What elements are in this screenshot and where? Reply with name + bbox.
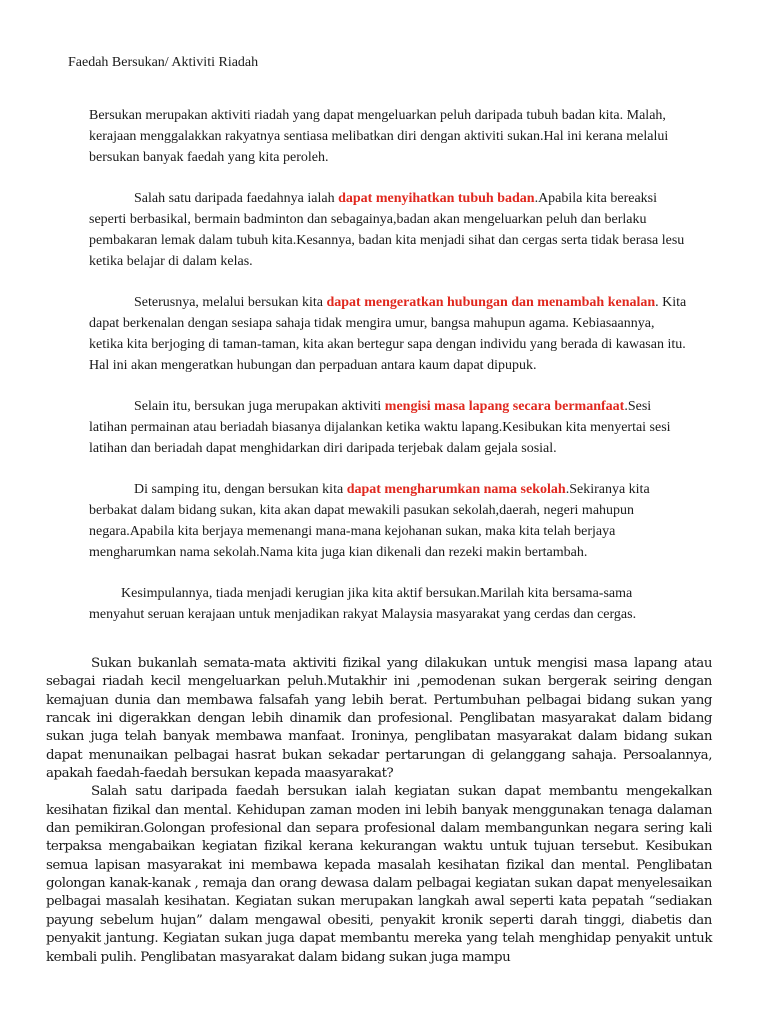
document-title: Faedah Bersukan/ Aktiviti Riadah (68, 55, 259, 70)
highlight-free-time: mengisi masa lapang secara bermanfaat (384, 399, 625, 415)
paragraph-health: Salah satu daripada faedahnya ialah dapat menyihatkan tubuh badan.Apabila kita bereaksi seperti berbasikal, bermain badminton dan sebagainya,badan akan mengeluarkan peluh dan berlaku pembakaran lemak dalam tubuh kita.Kesannya, badan kita menjadi sihat dan cergas serta tidak berasa lesu ketika belajar di dalam kelas. (89, 191, 685, 269)
section2-paragraph-1: Sukan bukanlah semata-mata aktiviti fizikal yang dilakukan untuk mengisi masa lapang atau sebagai riadah kecil mengeluarkan peluh.Mutakhir ini ,pemodenan sukan bergerak seiring dengan kemajuan dunia dan membawa falsafah yang lebih berat. Pertumbuhan pelbagai bidang sukan yang rancak ini digerakkan dengan lebih dinamik dan profesional. Penglibatan masyarakat dalam bidang sukan juga telah banyak membawa manfaat. Ironinya, penglibatan masyarakat dalam bidang sukan dapat menunaikan pelbagai hasrat bukan sekadar pertarungan di gelanggang sahaja. Persoalannya, apakah faedah-faedah bersukan kepada maasyarakat? (46, 656, 712, 782)
highlight-relationship: dapat mengeratkan hubungan dan menambah kenalan (326, 295, 656, 311)
highlight-school-name: dapat mengharumkan nama sekolah (346, 482, 566, 498)
section2-paragraph-2: Salah satu daripada faedah bersukan ialah kegiatan sukan dapat membantu mengekalkan kesihatan fizikal dan mental. Kehidupan zaman moden ini lebih banyak menggunakan tenaga dalaman dan pemikiran.Golongan profesional dan separa profesional dalam membangunkan negara sering kali terpaksa mengabaikan kegiatan fizikal kerana kekurangan waktu untuk tujuan tersebut. Kesibukan semua lapisan masyarakat ini membawa kepada masalah kesihatan fizikal dan mental. Penglibatan golongan kanak-kanak , remaja dan orang dewasa dalam pelbagai kegiatan sukan dapat menyelesaikan pelbagai masalah kesihatan. Kegiatan sukan merupakan langkah awal seperti kata pepatah “sediakan payung sebelum hujan” dalam mengawal obesiti, penyakit kronik seperti darah tinggi, diabetis dan penyakit jantung. Kegiatan sukan juga dapat membantu mereka yang telah menghidap penyakit untuk kembali pulih. Penglibatan masyarakat dalam bidang sukan juga mampu (46, 784, 712, 965)
essay-section-1 (89, 106, 689, 626)
paragraph-relationship: Seterusnya, melalui bersukan kita dapat mengeratkan hubungan dan menambah kenalan. Kita dapat berkenalan dengan sesiapa sahaja tidak mengira umur, bangsa mahupun agama. Kebiasaannya, ketika kita berjoging di taman-taman, kita akan bertegur sapa dengan individu yang berada di kawasan itu. Hal ini akan mengeratkan hubungan dan perpaduan antara kaum dapat dipupuk. (89, 295, 687, 373)
paragraph-free-time: Selain itu, bersukan juga merupakan aktiviti mengisi masa lapang secara bermanfaat.Sesi latihan permainan atau beriadah biasanya dijalankan ketika waktu lapang.Kesibukan kita menyertai sesi latihan dan beriadah dapat menghidarkan diri daripada terjebak dalam gejala sosial. (89, 399, 671, 456)
intro-paragraph: Bersukan merupakan aktiviti riadah yang dapat mengeluarkan peluh daripada tubuh badan kita. Malah, kerajaan menggalakkan rakyatnya sentiasa melibatkan diri dengan aktiviti sukan.Hal ini kerana melalui bersukan banyak faedah yang kita peroleh. (89, 108, 669, 165)
essay-section-2 (46, 655, 712, 967)
highlight-health: dapat menyihatkan tubuh badan (338, 191, 535, 207)
paragraph-school-name: Di samping itu, dengan bersukan kita dapat mengharumkan nama sekolah.Sekiranya kita berbakat dalam bidang sukan, kita akan dapat mewakili pasukan sekolah,daerah, negeri mahupun negara.Apabila kita berjaya memenangi mana-mana kejohanan sukan, maka kita telah berjaya mengharumkan nama sekolah.Nama kita juga kian dikenali dan rezeki makin bertambah. (89, 482, 650, 560)
conclusion-paragraph: Kesimpulannya, tiada menjadi kerugian jika kita aktif bersukan.Marilah kita bersama-sama menyahut seruan kerajaan untuk menjadikan rakyat Malaysia masyarakat yang cerdas dan cergas. (89, 586, 637, 623)
